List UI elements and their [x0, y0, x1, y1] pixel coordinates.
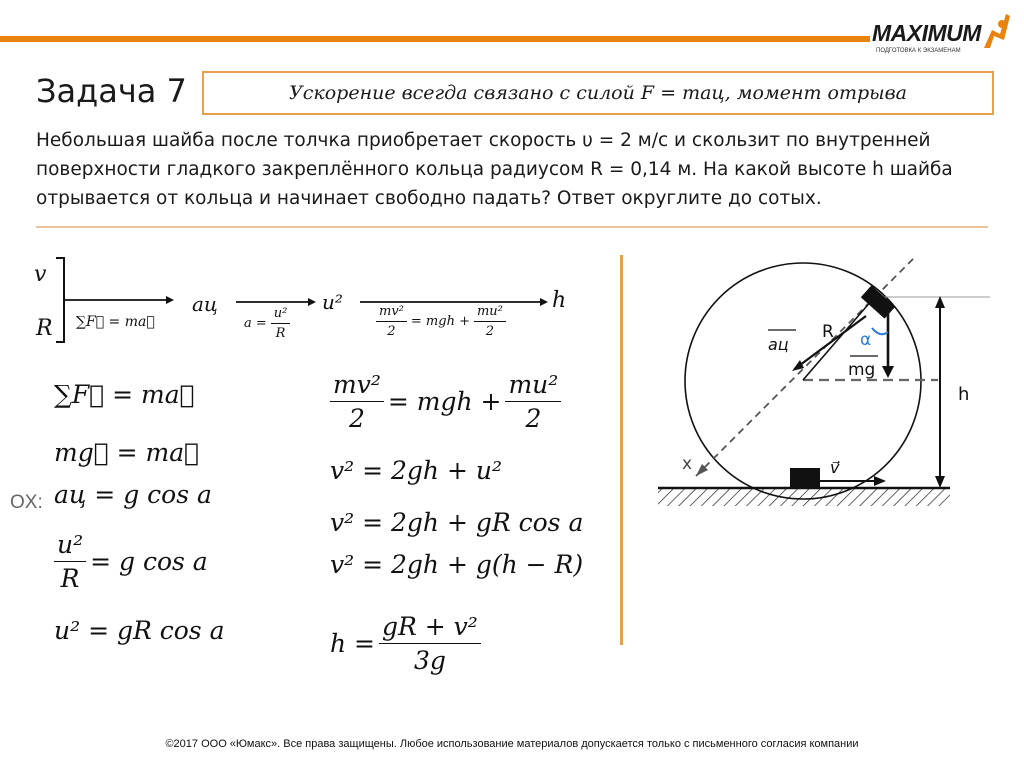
right-eq-1-den-right: 2	[525, 404, 542, 433]
right-eq-1-num-left: mv²	[330, 370, 384, 402]
label-x: x	[682, 454, 693, 474]
divider	[36, 226, 988, 228]
logo-tagline: ПОДГОТОВКА К ЭКЗАМЕНАМ	[876, 48, 961, 54]
label-R: R	[822, 322, 834, 342]
v-arrowhead	[874, 476, 886, 486]
scheme-energy-right-den: 2	[485, 324, 495, 339]
hint-box	[202, 71, 994, 115]
left-eq-5: u² = gR cos a	[54, 616, 225, 645]
h-arrow-top	[935, 296, 945, 308]
top-accent-bar	[0, 36, 870, 42]
right-eq-5-lhs: h =	[330, 629, 375, 658]
ring-diagram	[640, 250, 990, 520]
left-eq-4-den: R	[60, 564, 80, 593]
footer-copyright: ©2017 ООО «Юмакс». Все права защищены. Любое использование материалов допускается только с письменного согласия компании	[165, 738, 859, 750]
scheme-a-den: R	[275, 326, 286, 341]
problem-statement: Небольшая шайба после толчка приобретает скорость υ = 2 м/с и скользит по внутренней поверхности гладкого закреплённого кольца радиусом R = 0,14 м. На какой высоте h шайба отрывается от кольца и начинает свободно падать? Ответ округлите до сотых.	[36, 130, 953, 209]
left-eq-4	[50, 530, 208, 593]
scheme-energy-right-num: mu²	[474, 304, 506, 322]
left-eq-1: ∑F⃗ = ma⃗	[54, 380, 195, 409]
label-a-c: aц	[768, 335, 789, 354]
column-separator	[620, 255, 623, 645]
left-eq-4-num: u²	[54, 530, 86, 562]
scheme-a-formula	[244, 306, 294, 341]
label-h: h	[958, 384, 970, 405]
right-eq-1	[326, 370, 565, 433]
label-v: v⃗	[830, 458, 840, 477]
right-eq-5-den: 3g	[413, 646, 446, 675]
right-eq-1-den-left: 2	[348, 404, 365, 433]
label-alpha: α	[860, 330, 872, 350]
scheme-a-num: u²	[271, 306, 291, 324]
label-mg: mg	[848, 360, 876, 380]
right-eq-2: v² = 2gh + u²	[330, 456, 502, 485]
scheme-bracket-arrow	[54, 256, 174, 346]
scheme-energy-left-num: mv²	[376, 304, 407, 322]
alpha-arc	[872, 328, 888, 334]
right-eq-5-num: gR + v²	[379, 612, 481, 644]
ox-label: OX:	[10, 492, 43, 513]
right-eq-5	[330, 612, 485, 675]
scheme-energy	[372, 304, 510, 339]
x-axis-dashed	[696, 258, 914, 476]
scheme-h: h	[552, 288, 567, 313]
scheme-energy-left-den: 2	[387, 324, 396, 339]
scheme-sum-force: ∑F⃗ = ma⃗	[76, 314, 155, 330]
mg-arrowhead	[882, 366, 894, 378]
logo-brand: MAXIMUM	[872, 20, 981, 46]
hint-text: Ускорение всегда связано с силой F = maц, момент отрыва	[289, 82, 907, 104]
right-eq-3: v² = 2gh + gR cos a	[330, 508, 584, 537]
scheme-v: v	[34, 262, 47, 287]
logo	[872, 8, 1012, 64]
task-title: Задача 7	[36, 72, 187, 110]
scheme-a-c: aц	[192, 292, 218, 316]
scheme-a-formula-left: a =	[244, 316, 267, 331]
h-arrow-bottom	[935, 476, 945, 488]
logo-figure-icon	[978, 10, 1012, 50]
right-eq-1-mid: = mgh +	[387, 387, 502, 416]
left-eq-4-rhs: = g cos a	[90, 547, 208, 576]
right-eq-1-num-right: mu²	[505, 370, 561, 402]
scheme-R: R	[36, 316, 53, 341]
right-eq-4: v² = 2gh + g(h − R)	[330, 550, 584, 579]
left-eq-2: mg⃗ = ma⃗	[54, 438, 200, 467]
scheme-u2: u²	[322, 290, 343, 314]
left-eq-3: aц = g cos a	[54, 480, 212, 509]
puck-bottom	[790, 468, 820, 488]
scheme-energy-mid: = mgh +	[410, 314, 470, 329]
ground-hatch	[658, 488, 950, 506]
